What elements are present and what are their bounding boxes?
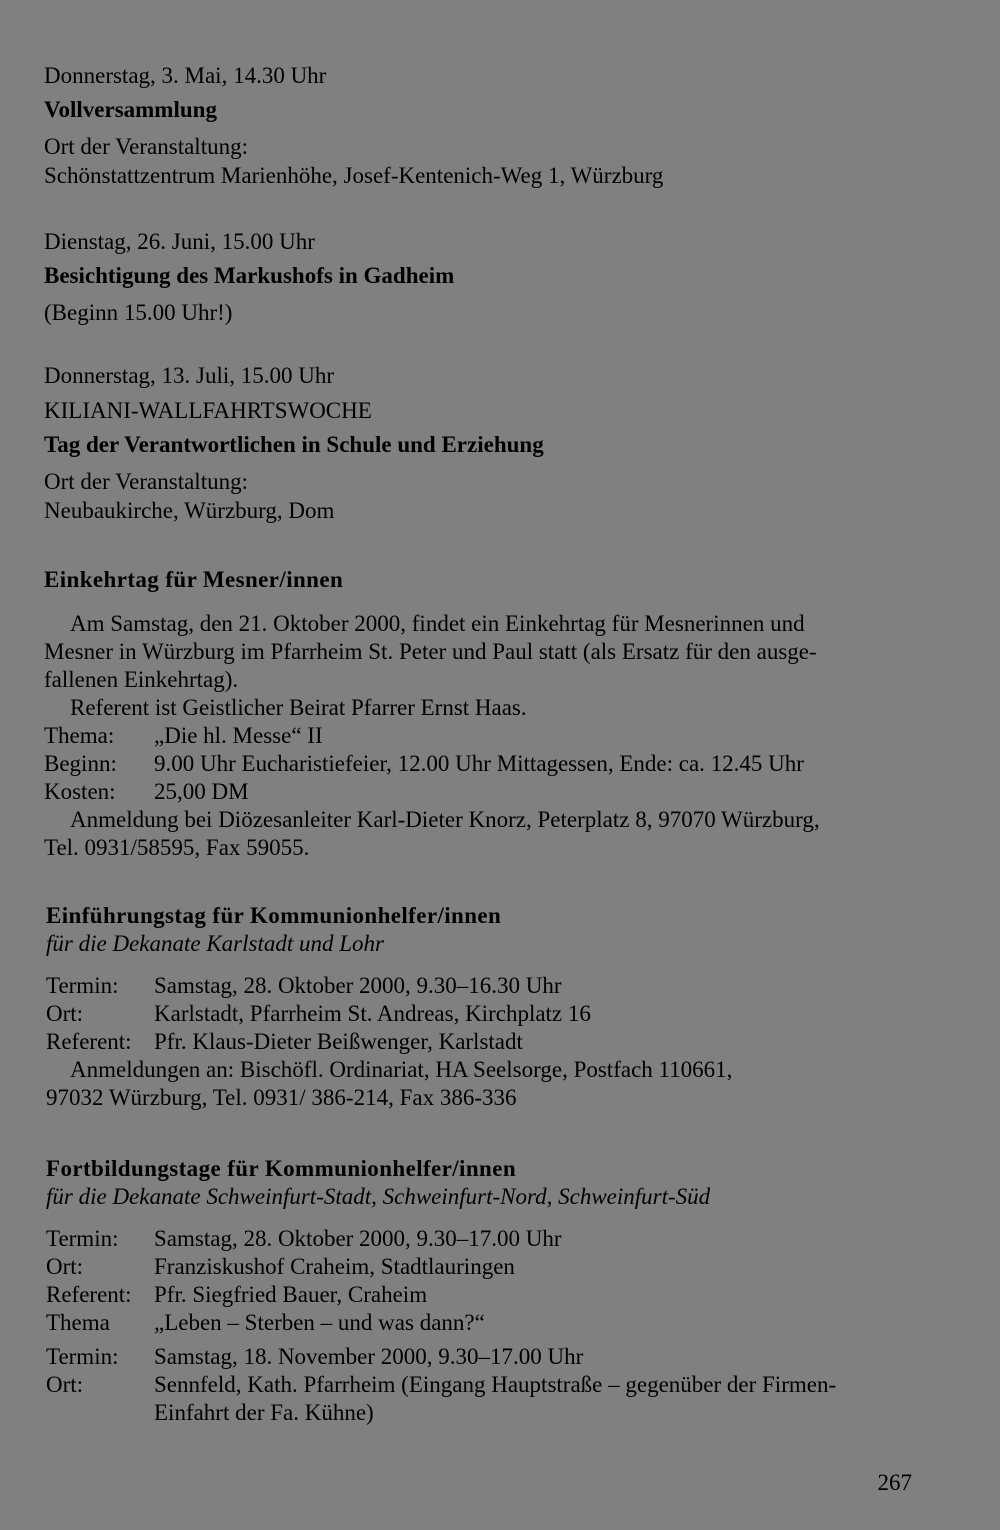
section-subtitle: für die Dekanate Schweinfurt-Stadt, Schweinfurt-Nord, Schweinfurt-Süd xyxy=(46,1184,711,1209)
event-date: Donnerstag, 13. Juli, 15.00 Uhr xyxy=(44,363,335,388)
section-subtitle: für die Dekanate Karlstadt und Lohr xyxy=(46,931,384,956)
event-title: Tag der Verantwortlichen in Schule und Erziehung xyxy=(44,432,544,457)
paragraph-line: 97032 Würzburg, Tel. 0931/ 386-214, Fax 386-336 xyxy=(46,1085,517,1110)
field-value: Pfr. Klaus-Dieter Beißwenger, Karlstadt xyxy=(154,1029,523,1054)
paragraph-line: Mesner in Würzburg im Pfarrheim St. Peter und Paul statt (als Ersatz für den ausge- xyxy=(44,639,817,664)
event-note: (Beginn 15.00 Uhr!) xyxy=(44,300,233,325)
field-label: Ort: xyxy=(46,1372,84,1397)
section-heading: Einkehrtag für Mesner/innen xyxy=(44,567,344,592)
field-label: Termin: xyxy=(46,1226,119,1251)
field-value: Einfahrt der Fa. Kühne) xyxy=(154,1400,374,1425)
event-place-label: Ort der Veranstaltung: xyxy=(44,469,248,494)
field-value: 9.00 Uhr Eucharistiefeier, 12.00 Uhr Mittagessen, Ende: ca. 12.45 Uhr xyxy=(154,751,804,776)
event-title: Besichtigung des Markushofs in Gadheim xyxy=(44,263,455,288)
field-label: Ort: xyxy=(46,1254,84,1279)
event-title: Vollversammlung xyxy=(44,97,217,122)
event-series: KILIANI-WALLFAHRTSWOCHE xyxy=(44,398,372,423)
field-label: Termin: xyxy=(46,973,119,998)
paragraph-line: Anmeldungen an: Bischöfl. Ordinariat, HA Seelsorge, Postfach 110661, xyxy=(70,1057,733,1082)
section-heading: Fortbildungstage für Kommunionhelfer/innen xyxy=(46,1156,517,1181)
event-date: Donnerstag, 3. Mai, 14.30 Uhr xyxy=(44,63,327,88)
paragraph-line: fallenen Einkehrtag). xyxy=(44,667,239,692)
event-place-label: Ort der Veranstaltung: xyxy=(44,134,248,159)
field-label: Beginn: xyxy=(44,751,117,776)
field-value: „Leben – Sterben – und was dann?“ xyxy=(154,1310,485,1335)
field-value: Karlstadt, Pfarrheim St. Andreas, Kirchplatz 16 xyxy=(154,1001,591,1026)
field-label: Thema: xyxy=(44,723,115,748)
section-heading: Einführungstag für Kommunionhelfer/innen xyxy=(46,903,502,928)
field-value: 25,00 DM xyxy=(154,779,249,804)
field-value: Pfr. Siegfried Bauer, Craheim xyxy=(154,1282,428,1307)
event-place: Neubaukirche, Würzburg, Dom xyxy=(44,498,335,523)
field-label: Ort: xyxy=(46,1001,84,1026)
field-value: Samstag, 28. Oktober 2000, 9.30–17.00 Uhr xyxy=(154,1226,562,1251)
field-value: Sennfeld, Kath. Pfarrheim (Eingang Hauptstraße – gegenüber der Firmen- xyxy=(154,1372,837,1397)
field-label: Referent: xyxy=(46,1282,132,1307)
field-value: Samstag, 18. November 2000, 9.30–17.00 Uhr xyxy=(154,1344,584,1369)
paragraph-line: Referent ist Geistlicher Beirat Pfarrer Ernst Haas. xyxy=(70,695,527,720)
field-value: Samstag, 28. Oktober 2000, 9.30–16.30 Uhr xyxy=(154,973,562,998)
field-label: Thema xyxy=(46,1310,110,1335)
event-place: Schönstattzentrum Marienhöhe, Josef-Kentenich-Weg 1, Würzburg xyxy=(44,163,664,188)
field-value: „Die hl. Messe“ II xyxy=(154,723,323,748)
field-label: Kosten: xyxy=(44,779,116,804)
field-value: Franziskushof Craheim, Stadtlauringen xyxy=(154,1254,515,1279)
page-number: 267 xyxy=(877,1470,912,1495)
paragraph-line: Tel. 0931/58595, Fax 59055. xyxy=(44,835,310,860)
field-label: Termin: xyxy=(46,1344,119,1369)
event-date: Dienstag, 26. Juni, 15.00 Uhr xyxy=(44,229,315,254)
field-label: Referent: xyxy=(46,1029,132,1054)
paragraph-line: Am Samstag, den 21. Oktober 2000, findet ein Einkehrtag für Mesnerinnen und xyxy=(70,611,805,636)
paragraph-line: Anmeldung bei Diözesanleiter Karl-Dieter Knorz, Peterplatz 8, 97070 Würzburg, xyxy=(70,807,820,832)
